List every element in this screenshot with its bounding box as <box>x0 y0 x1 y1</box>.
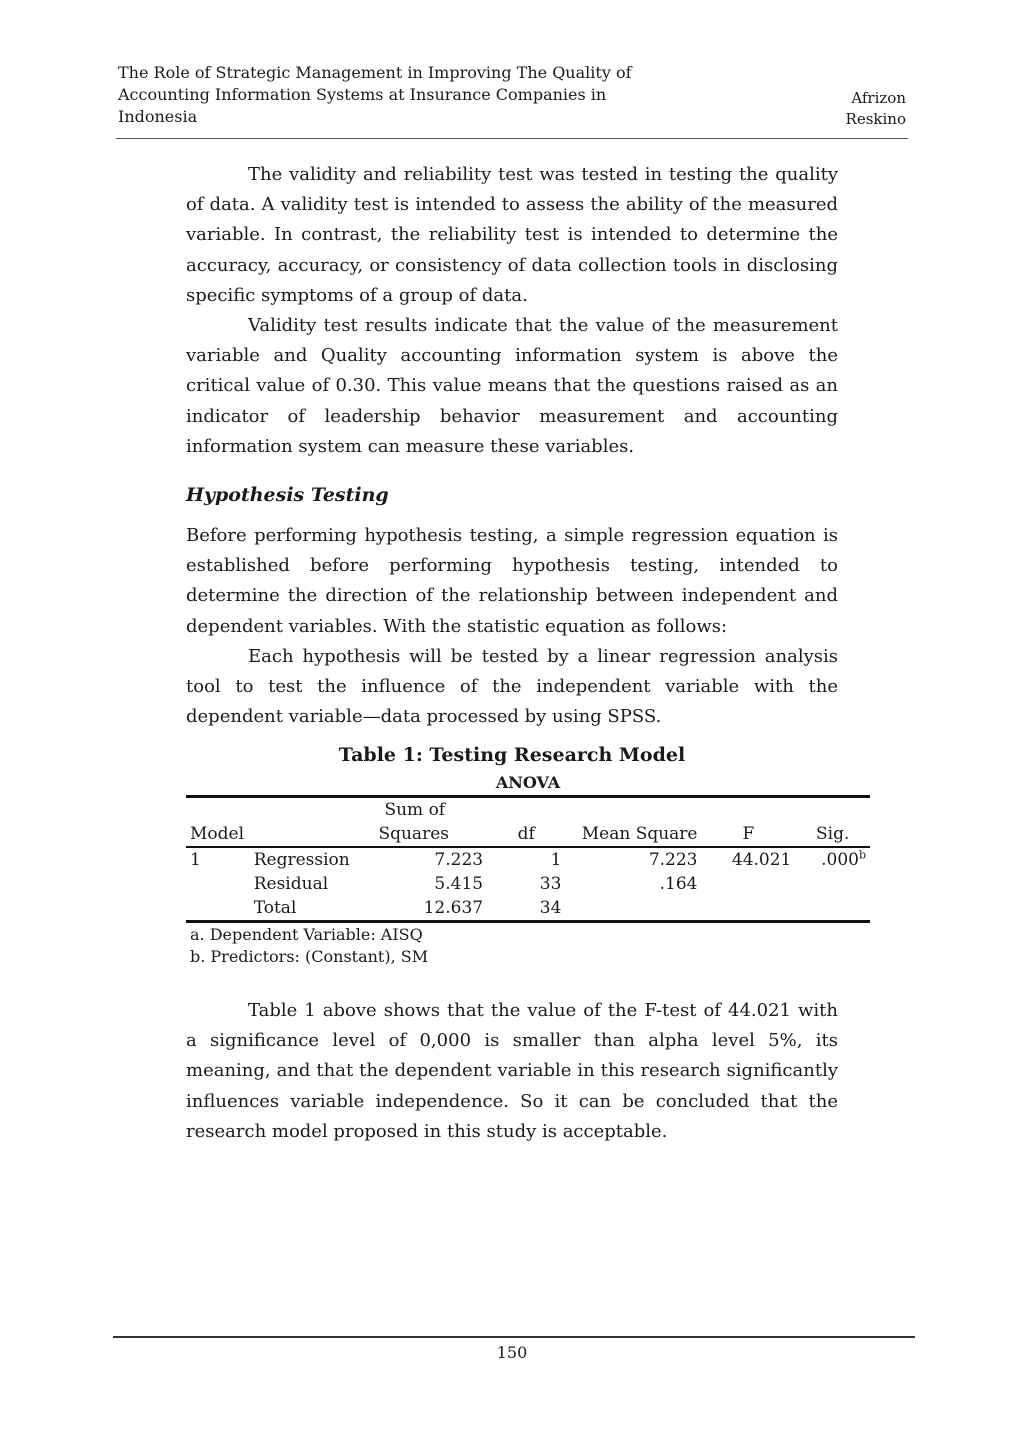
header-model: Model <box>190 824 245 844</box>
header-f: F <box>742 824 755 844</box>
paragraph: The validity and reliability test was tested in testing the quality of data. A validity test is intended to assess the ability of the measured variable. In contrast, the reliability test is intended to determine the accuracy, accuracy, or consistency of data collection tools in disclosing specific symptoms of a group of data. <box>186 164 838 306</box>
cell-f <box>702 872 796 896</box>
cell-model <box>186 872 250 896</box>
cell-ms: .164 <box>659 874 698 894</box>
header-ss-line2: Squares <box>378 824 449 844</box>
cell-ss: 7.223 <box>434 850 484 870</box>
body-text-mid <box>186 521 838 732</box>
body-text-top <box>186 160 838 462</box>
cell-ms: 7.223 <box>648 850 698 870</box>
header-df: df <box>517 824 535 844</box>
cell-model: 1 <box>190 850 201 870</box>
anova-label: ANOVA <box>495 773 561 792</box>
running-header-title: The Role of Strategic Management in Improving The Quality of Accounting Information Systems at Insurance Companies in Indonesia <box>118 63 632 126</box>
table-header-row <box>186 797 870 848</box>
cell-sig <box>795 872 870 896</box>
running-header-author <box>786 88 906 130</box>
header-blank <box>250 797 375 848</box>
table-footnote: b. Predictors: (Constant), SM <box>190 947 429 966</box>
page-number: 150 <box>496 1343 528 1362</box>
cell-df: 33 <box>539 874 562 894</box>
sig-superscript: b <box>858 848 866 862</box>
paragraph: Before performing hypothesis testing, a simple regression equation is established before performing hypothesis testing, intended to determine the direction of the relationship between independent and dependent variables. With the statistic equation as follows: <box>186 525 838 637</box>
cell-df: 1 <box>550 850 562 870</box>
cell-df: 34 <box>539 898 562 918</box>
anova-table <box>186 795 870 923</box>
table-subtitle <box>186 773 870 792</box>
section-heading: Hypothesis Testing <box>186 484 389 506</box>
paragraph: Each hypothesis will be tested by a linear regression analysis tool to test the influence of the independent variable with the dependent variable—data processed by using SPSS. <box>186 645 838 728</box>
header-mean-square: Mean Square <box>581 824 698 844</box>
header-sig: Sig. <box>815 824 850 844</box>
cell-ss: 12.637 <box>423 898 484 918</box>
cell-name: Total <box>253 898 297 918</box>
table-row <box>186 872 870 896</box>
sig-value: .000 <box>821 850 859 870</box>
footer-divider <box>113 1336 915 1338</box>
header-ss-line1: Sum of <box>384 800 446 820</box>
header-divider <box>116 138 908 139</box>
cell-name: Regression <box>253 850 350 870</box>
cell-ms <box>565 896 701 922</box>
table-title: Table 1: Testing Research Model <box>338 744 686 766</box>
cell-f <box>702 896 796 922</box>
table-row <box>186 896 870 922</box>
cell-f: 44.021 <box>731 850 792 870</box>
cell-sig <box>795 896 870 922</box>
table-row <box>186 847 870 872</box>
cell-ss: 5.415 <box>434 874 484 894</box>
cell-model <box>186 896 250 922</box>
table-footnote: a. Dependent Variable: AISQ <box>190 925 423 944</box>
header-sum-of-squares <box>374 797 487 848</box>
paragraph: Validity test results indicate that the value of the measurement variable and Quality accounting information system is above the critical value of 0.30. This value means that the questions raised as an indicator of leadership behavior measurement and accounting information system can measure these variables. <box>186 315 838 457</box>
author-first-name: Afrizon <box>851 89 906 107</box>
body-text-bottom <box>186 996 838 1147</box>
cell-sig <box>795 847 870 872</box>
paragraph: Table 1 above shows that the value of the F-test of 44.021 with a significance level of 0,000 is smaller than alpha level 5%, its meaning, and that the dependent variable in this research significantly influences variable independence. So it can be concluded that the research model proposed in this study is acceptable. <box>186 1000 838 1142</box>
cell-name: Residual <box>253 874 329 894</box>
author-last-name: Reskino <box>845 110 906 128</box>
